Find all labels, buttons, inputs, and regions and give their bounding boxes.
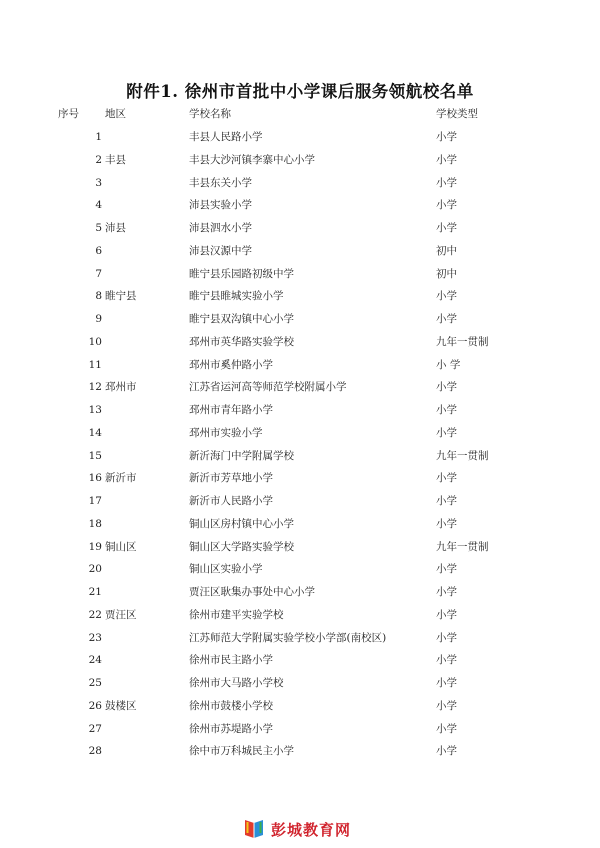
row-school-type: 小学 bbox=[436, 313, 457, 325]
table-row bbox=[0, 334, 600, 357]
row-school-name: 邳州市青年路小学 bbox=[189, 404, 273, 416]
table-row bbox=[0, 311, 600, 334]
row-region: 睢宁县 bbox=[105, 290, 137, 303]
table-row bbox=[0, 379, 600, 402]
row-number: 16 bbox=[88, 472, 102, 485]
row-number: 24 bbox=[88, 654, 102, 667]
row-school-type: 九年一贯制 bbox=[436, 540, 489, 553]
table-row bbox=[0, 539, 600, 562]
table-row bbox=[0, 152, 600, 175]
row-school-type: 小学 bbox=[436, 563, 457, 576]
table-row bbox=[0, 357, 600, 380]
row-school-name: 新沂市人民路小学 bbox=[189, 495, 273, 507]
book-icon bbox=[243, 819, 265, 839]
row-school-name: 新沂海门中学附属学校 bbox=[189, 449, 294, 462]
row-number: 3 bbox=[95, 176, 102, 189]
header-name: 学校名称 bbox=[189, 108, 231, 120]
row-school-name: 睢宁县乐园路初级中学 bbox=[189, 267, 294, 280]
row-school-type: 小学 bbox=[436, 290, 457, 303]
row-school-type: 小学 bbox=[436, 404, 457, 416]
row-school-name: 徐州市苏堤路小学 bbox=[189, 722, 273, 735]
row-school-name: 铜山区大学路实验学校 bbox=[189, 540, 294, 553]
table-row bbox=[0, 675, 600, 698]
row-school-name: 邳州市奚仲路小学 bbox=[189, 358, 273, 371]
row-number: 8 bbox=[95, 290, 102, 303]
row-school-name: 徐中市万科城民主小学 bbox=[189, 745, 294, 758]
logo-text: 彭城教育网 bbox=[271, 820, 352, 839]
row-region: 贾汪区 bbox=[105, 608, 137, 621]
row-number: 27 bbox=[88, 722, 102, 735]
table-row bbox=[0, 607, 600, 630]
table-row bbox=[0, 721, 600, 744]
row-number: 22 bbox=[88, 608, 102, 621]
row-number: 21 bbox=[88, 586, 102, 598]
header-no: 序号 bbox=[58, 108, 79, 120]
row-school-type: 小学 bbox=[436, 131, 457, 143]
row-number: 20 bbox=[88, 563, 102, 576]
table-header bbox=[0, 106, 600, 124]
row-number: 7 bbox=[95, 267, 102, 280]
row-number: 11 bbox=[88, 358, 102, 371]
row-school-name: 沛县汉源中学 bbox=[189, 244, 252, 257]
row-number: 12 bbox=[88, 381, 102, 394]
row-school-type: 小学 bbox=[436, 176, 457, 189]
row-number: 10 bbox=[88, 335, 102, 348]
row-school-name: 徐州市民主路小学 bbox=[189, 654, 273, 667]
table-row bbox=[0, 175, 600, 198]
table-row bbox=[0, 197, 600, 220]
row-school-name: 徐州市建平实验学校 bbox=[189, 608, 284, 621]
row-school-type: 小学 bbox=[436, 722, 457, 735]
table-row bbox=[0, 493, 600, 516]
table-row bbox=[0, 448, 600, 471]
table-row bbox=[0, 698, 600, 721]
row-region: 沛县 bbox=[105, 222, 126, 234]
header-region: 地区 bbox=[105, 108, 126, 120]
table-row bbox=[0, 220, 600, 243]
table-row bbox=[0, 584, 600, 607]
row-school-name: 丰县人民路小学 bbox=[189, 131, 263, 143]
row-school-type: 小学 bbox=[436, 426, 457, 439]
row-school-name: 邳州市英华路实验学校 bbox=[189, 335, 294, 348]
row-school-type: 小学 bbox=[436, 472, 457, 485]
row-number: 2 bbox=[95, 153, 102, 166]
row-school-type: 小 学 bbox=[436, 358, 461, 371]
row-school-type: 小学 bbox=[436, 495, 457, 507]
school-table bbox=[0, 129, 600, 766]
row-region: 邳州市 bbox=[105, 381, 137, 394]
row-number: 6 bbox=[95, 244, 102, 257]
row-school-name: 徐州市大马路小学校 bbox=[189, 677, 284, 689]
row-number: 1 bbox=[95, 131, 102, 143]
row-number: 19 bbox=[88, 540, 102, 553]
table-row bbox=[0, 652, 600, 675]
row-number: 9 bbox=[95, 313, 102, 325]
row-school-type: 小学 bbox=[436, 153, 457, 166]
row-number: 25 bbox=[88, 677, 102, 689]
row-school-type: 小学 bbox=[436, 631, 457, 644]
row-school-name: 丰县东关小学 bbox=[189, 176, 252, 189]
table-row bbox=[0, 630, 600, 653]
table-row bbox=[0, 243, 600, 266]
table-row bbox=[0, 129, 600, 152]
table-row bbox=[0, 288, 600, 311]
row-school-type: 小学 bbox=[436, 222, 457, 234]
row-number: 26 bbox=[88, 699, 102, 712]
document-title: 附件1. 徐州市首批中小学课后服务领航校名单 bbox=[126, 82, 474, 101]
row-number: 13 bbox=[88, 404, 102, 416]
table-row bbox=[0, 561, 600, 584]
table-row bbox=[0, 266, 600, 289]
row-school-type: 小学 bbox=[436, 699, 457, 712]
row-number: 4 bbox=[95, 199, 102, 212]
row-school-type: 初中 bbox=[436, 244, 457, 257]
row-number: 17 bbox=[88, 495, 102, 507]
table-row bbox=[0, 402, 600, 425]
row-region: 新沂市 bbox=[105, 472, 137, 485]
row-school-name: 徐州市鼓楼小学校 bbox=[189, 699, 273, 712]
row-school-name: 沛县泗水小学 bbox=[189, 222, 252, 234]
row-region: 鼓楼区 bbox=[105, 699, 137, 712]
row-number: 14 bbox=[88, 426, 102, 439]
row-region: 丰县 bbox=[105, 153, 126, 166]
table-row bbox=[0, 425, 600, 448]
row-school-type: 初中 bbox=[436, 267, 457, 280]
row-region: 铜山区 bbox=[105, 540, 137, 553]
site-logo bbox=[243, 818, 351, 840]
row-number: 23 bbox=[88, 631, 102, 644]
row-school-name: 江苏师范大学附属实验学校小学部(南校区) bbox=[189, 631, 387, 644]
row-school-type: 小学 bbox=[436, 199, 457, 212]
row-school-name: 丰县大沙河镇李寨中心小学 bbox=[189, 153, 315, 166]
row-school-name: 邳州市实验小学 bbox=[189, 426, 263, 439]
header-type: 学校类型 bbox=[436, 108, 478, 120]
row-school-type: 九年一贯制 bbox=[436, 335, 489, 348]
row-school-name: 新沂市芳草地小学 bbox=[189, 472, 273, 485]
row-school-name: 铜山区房村镇中心小学 bbox=[189, 517, 294, 530]
row-school-type: 小学 bbox=[436, 381, 457, 394]
row-number: 18 bbox=[88, 517, 102, 530]
row-number: 28 bbox=[88, 745, 102, 758]
row-school-name: 江苏省运河高等师范学校附属小学 bbox=[189, 381, 347, 394]
row-school-type: 小学 bbox=[436, 608, 457, 621]
table-row bbox=[0, 743, 600, 766]
row-school-type: 九年一贯制 bbox=[436, 449, 489, 462]
row-school-type: 小学 bbox=[436, 654, 457, 667]
row-number: 15 bbox=[88, 449, 102, 462]
table-row bbox=[0, 470, 600, 493]
row-school-name: 沛县实验小学 bbox=[189, 199, 252, 212]
row-school-type: 小学 bbox=[436, 586, 457, 598]
row-school-type: 小学 bbox=[436, 677, 457, 689]
table-row bbox=[0, 516, 600, 539]
row-school-name: 铜山区实验小学 bbox=[189, 563, 263, 576]
row-school-name: 睢宁县双沟镇中心小学 bbox=[189, 313, 294, 325]
row-school-name: 睢宁县睢城实验小学 bbox=[189, 290, 284, 303]
row-school-name: 贾汪区耿集办事处中心小学 bbox=[189, 586, 315, 598]
row-number: 5 bbox=[95, 222, 102, 234]
row-school-type: 小学 bbox=[436, 517, 457, 530]
row-school-type: 小学 bbox=[436, 745, 457, 758]
